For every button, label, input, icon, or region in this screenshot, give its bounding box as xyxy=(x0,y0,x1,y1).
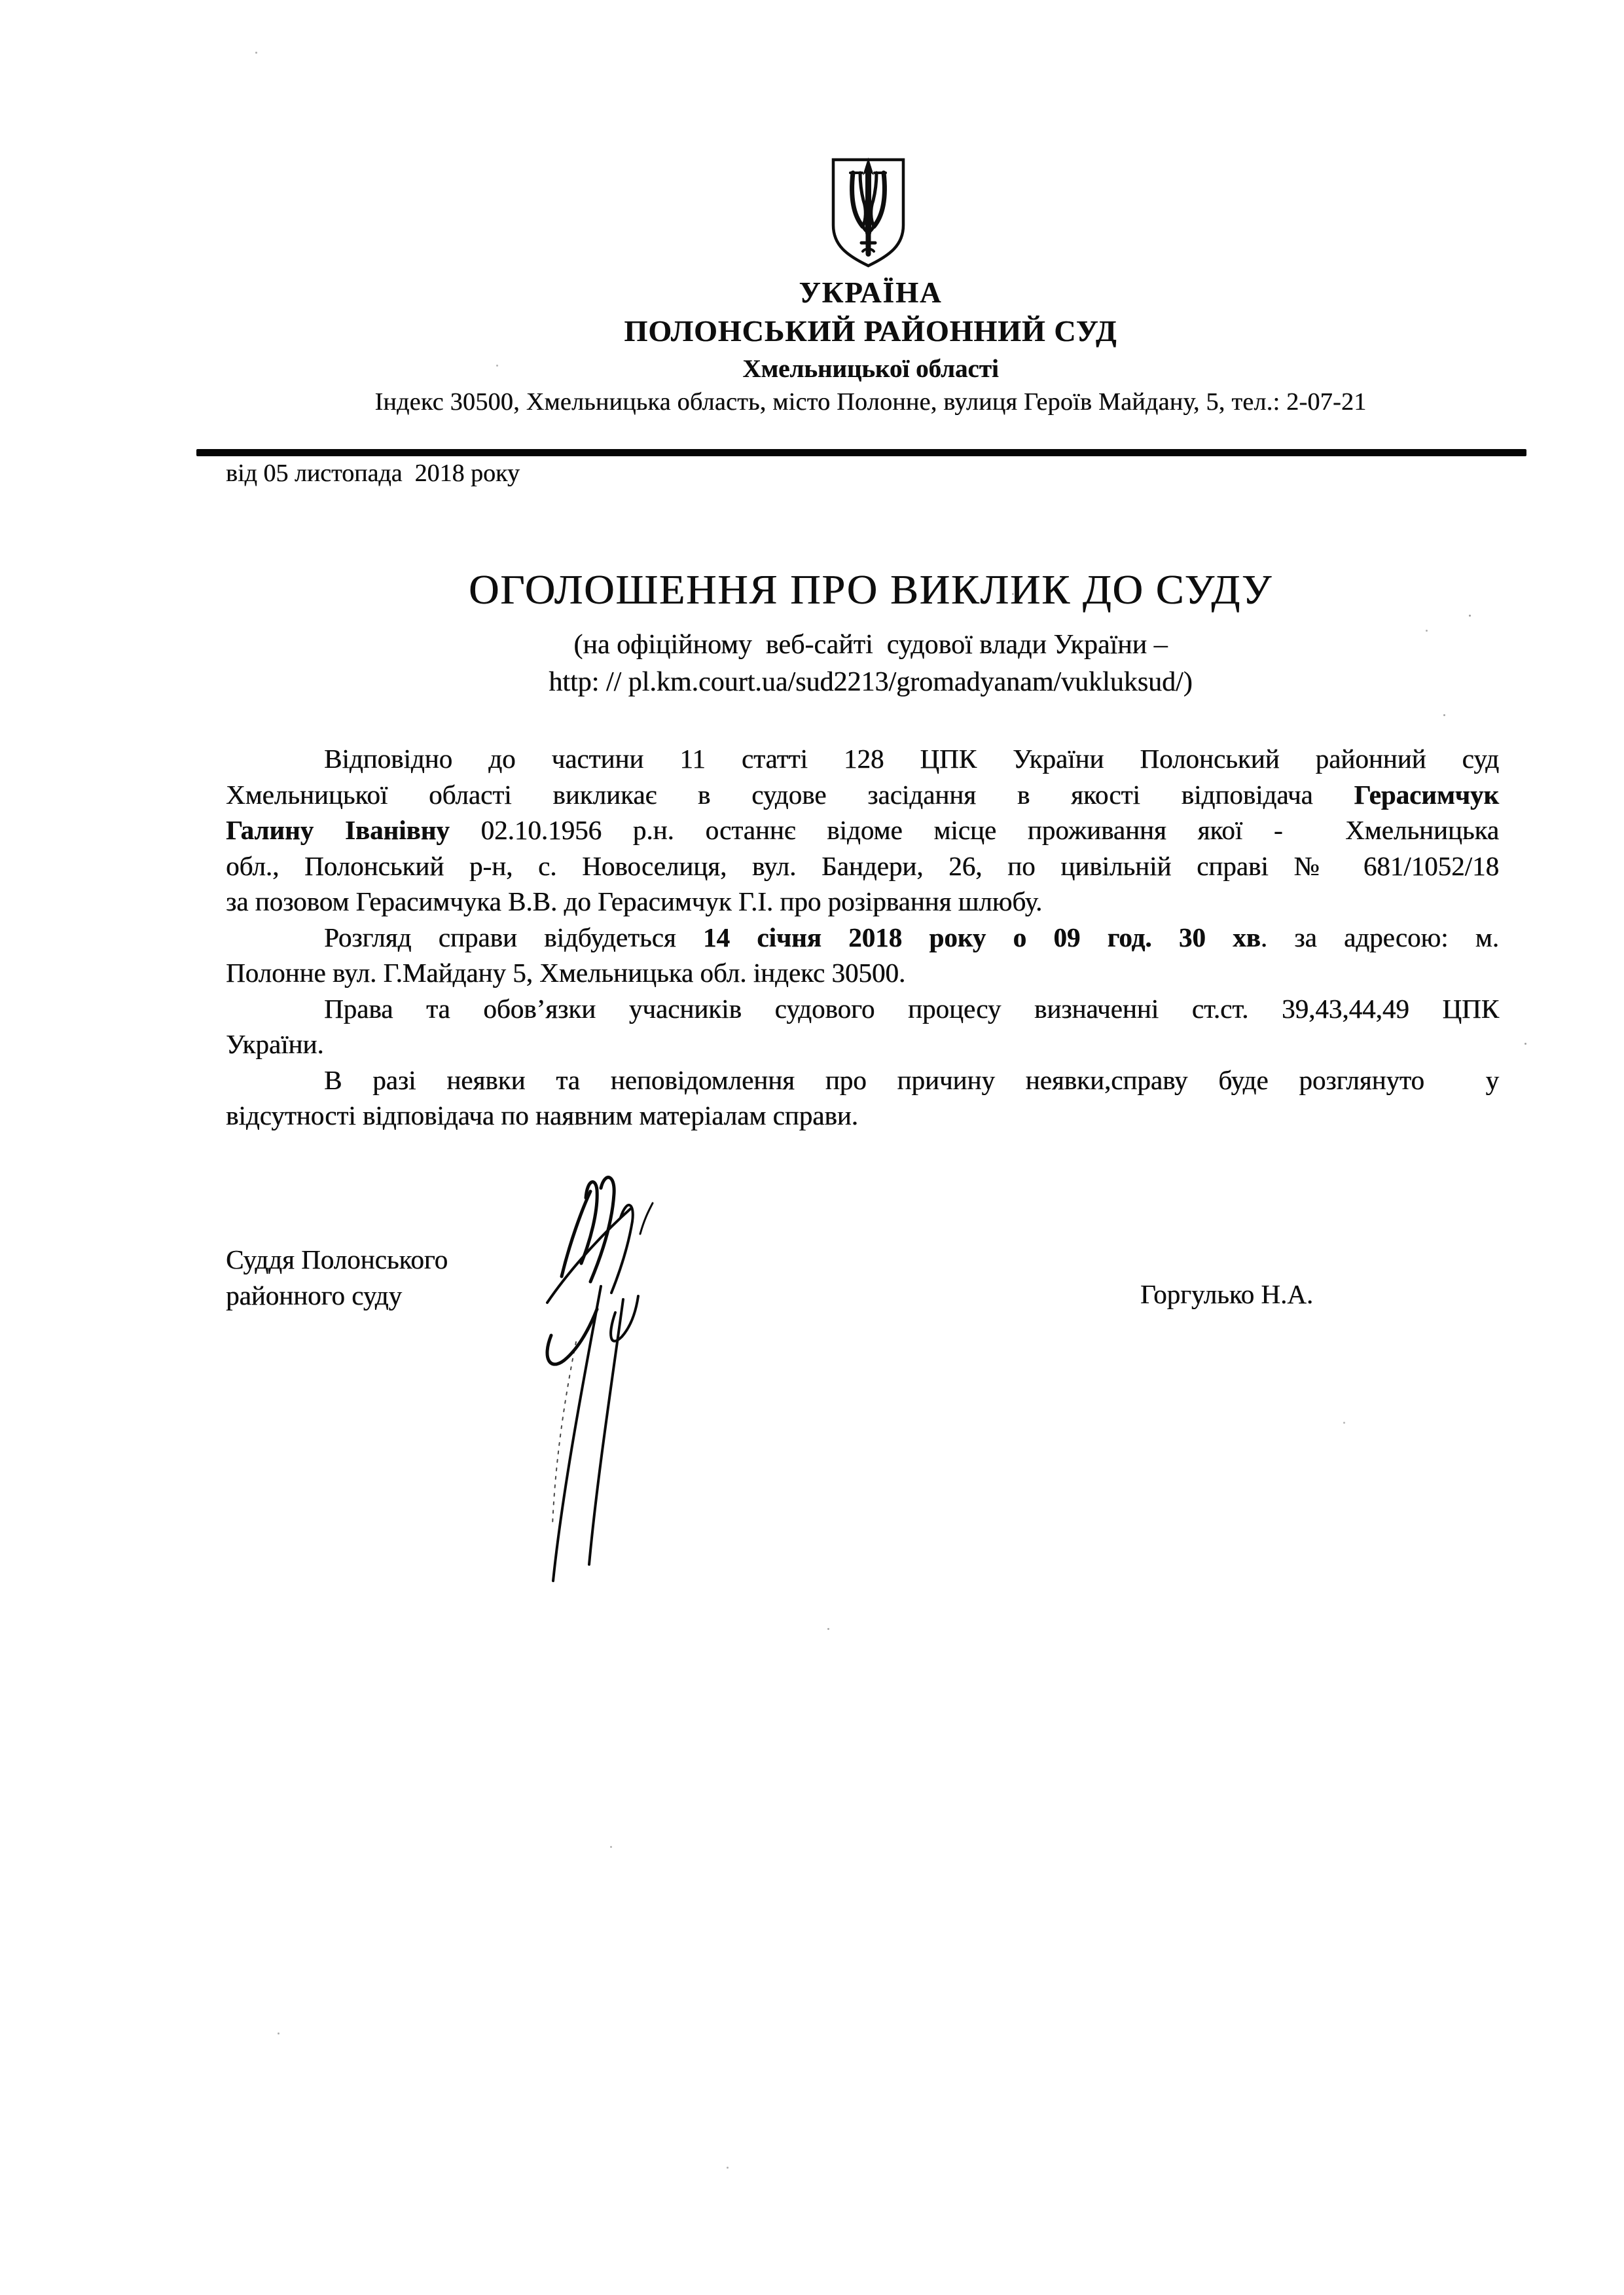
paragraph-3 xyxy=(226,991,1499,1062)
ukraine-trident-emblem-icon xyxy=(827,156,910,270)
text-segment: України. xyxy=(226,1029,324,1059)
body-line xyxy=(226,884,1499,920)
body-line xyxy=(226,1098,1499,1134)
text-segment: Хмельницької області викликає в судове засідання в якості відповідача xyxy=(226,779,1354,810)
body-line xyxy=(226,920,1499,956)
country-name: УКРАЇНА xyxy=(799,276,943,309)
text-segment: за позовом Герасимчука В.В. до Герасимчук Г.І. про розірвання шлюбу. xyxy=(226,886,1043,916)
document-date-line: від 05 листопада 2018 року xyxy=(226,460,520,487)
judge-name: Горгулько Н.А. xyxy=(1140,1279,1314,1309)
paragraph-4 xyxy=(226,1062,1499,1134)
court-name: ПОЛОНСЬКИЙ РАЙОННИЙ СУД xyxy=(624,314,1117,348)
paragraph-1 xyxy=(226,741,1499,920)
body-line xyxy=(226,777,1499,813)
signature-role-line-2: районного суду xyxy=(226,1280,403,1310)
body-line xyxy=(226,848,1499,884)
text-segment: . за адресою: м. xyxy=(1260,922,1499,952)
paragraph-2 xyxy=(226,920,1499,991)
body-line xyxy=(226,1026,1499,1062)
bold-text-segment: Галину Іванівну xyxy=(226,815,450,845)
bold-text-segment: 14 січня 2018 року о 09 год. 30 хв xyxy=(702,922,1261,952)
signature-role-line-1: Суддя Полонського xyxy=(226,1244,448,1274)
signature-role-block xyxy=(226,1242,448,1313)
body-text xyxy=(226,741,1499,1134)
body-line xyxy=(226,812,1499,848)
court-region: Хмельницької області xyxy=(742,355,999,383)
text-segment: Відповідно до частини 11 статті 128 ЦПК України Полонський районний суд xyxy=(324,744,1499,774)
text-segment: 02.10.1956 р.н. останнє відоме місце проживання якої - Хмельницька xyxy=(449,815,1499,845)
body-line xyxy=(226,1062,1499,1098)
body-line xyxy=(226,955,1499,991)
judge-handwritten-signature xyxy=(524,1172,664,1597)
bold-text-segment: Герасимчук xyxy=(1354,779,1499,810)
text-segment: відсутності відповідача по наявним матеріалам справи. xyxy=(226,1100,858,1130)
text-segment: обл., Полонський р-н, с. Новоселиця, вул. Бандери, 26, по цивільній справі № 681/1052/18 xyxy=(226,850,1499,881)
header-divider-line xyxy=(196,449,1526,456)
text-segment: Права та обов’язки учасників судового процесу визначенні ст.ст. 39,43,44,49 ЦПК xyxy=(324,993,1499,1024)
text-segment: Розгляд справи відбудеться xyxy=(324,922,703,952)
subtitle-court-url: http: // pl.km.court.ua/sud2213/gromadyanam/vukluksud/) xyxy=(549,667,1193,697)
body-line xyxy=(226,991,1499,1027)
body-line xyxy=(226,741,1499,777)
text-segment: В разі неявки та неповідомлення про причину неявки,справу буде розглянуто у xyxy=(324,1064,1499,1095)
scan-noise-specks xyxy=(0,0,2,2)
subtitle-website-note: (на офіційному веб-сайті судової влади України – xyxy=(573,630,1168,660)
document-title: ОГОЛОШЕННЯ ПРО ВИКЛИК ДО СУДУ xyxy=(468,566,1273,613)
court-address-line: Індекс 30500, Хмельницька область, місто Полонне, вулиця Героїв Майдану, 5, тел.: 2-07-21 xyxy=(374,388,1367,416)
text-segment: Полонне вул. Г.Майдану 5, Хмельницька обл. індекс 30500. xyxy=(226,958,906,988)
